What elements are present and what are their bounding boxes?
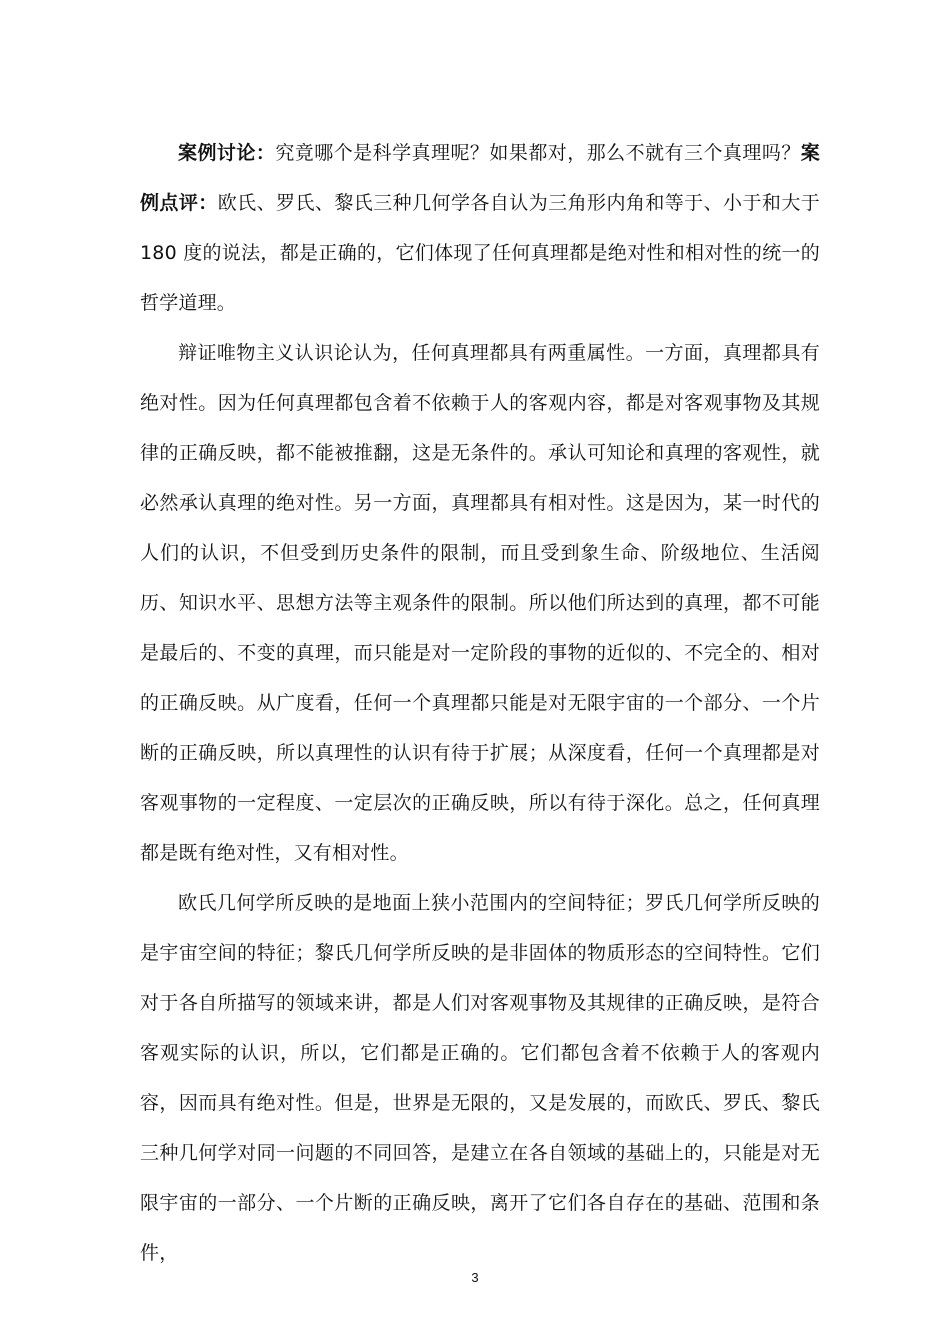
dialectical-materialism-text: 辩证唯物主义认识论认为，任何真理都具有两重属性。一方面，真理都具有绝对性。因为任何真理都包含着不依赖于人的客观内容，都是对客观事物及其规律的正确反映，都不能被推翻，这是无条件的。承认可知论和真理的客观性，就必然承认真理的绝对性。另一方面，真理都具有相对性。这是因为，某一时代的人们的认识，不但受到历史条件的限制，而且受到象生命、阶级地位、生活阅历、知识水平、思想方法等主观条件的限制。所以他们所达到的真理，都不可能是最后的、不变的真理，而只能是对一定阶段的事物的近似的、不完全的、相对的正确反映。从广度看，任何一个真理都只能是对无限宇宙的一个部分、一个片断的正确反映，所以真理性的认识有待于扩展；从深度看，任何一个真理都是对客观事物的一定程度、一定层次的正确反映，所以有待于深化。总之，任何真理都是既有绝对性，又有相对性。 <box>140 342 820 864</box>
document-body <box>140 128 820 1278</box>
case-discussion-heading: 案例讨论： <box>178 142 276 164</box>
page-number: 3 <box>471 1270 479 1285</box>
paragraph-geometries <box>140 878 820 1278</box>
paragraph-dialectical-materialism <box>140 328 820 878</box>
case-comment-heading: 案例点评： <box>140 142 820 214</box>
case-discussion-text: 究竟哪个是科学真理呢？如果都对，那么不就有三个真理吗？ <box>275 142 801 164</box>
geometries-text: 欧氏几何学所反映的是地面上狭小范围内的空间特征；罗氏几何学所反映的是宇宙空间的特征；黎氏几何学所反映的是非固体的物质形态的空间特性。它们对于各自所描写的领域来讲，都是人们对客观事物及其规律的正确反映，是符合客观实际的认识，所以，它们都是正确的。它们都包含着不依赖于人的客观内容，因而具有绝对性。但是，世界是无限的，又是发展的，而欧氏、罗氏、黎氏三种几何学对同一问题的不同回答，是建立在各自领域的基础上的，只能是对无限宇宙的一部分、一个片断的正确反映，离开了它们各自存在的基础、范围和条件， <box>140 892 820 1264</box>
paragraph-case-discussion <box>140 128 820 328</box>
case-comment-text: 欧氏、罗氏、黎氏三种几何学各自认为三角形内角和等于、小于和大于 180 度的说法，都是正确的，它们体现了任何真理都是绝对性和相对性的统一的哲学道理。 <box>140 192 820 314</box>
